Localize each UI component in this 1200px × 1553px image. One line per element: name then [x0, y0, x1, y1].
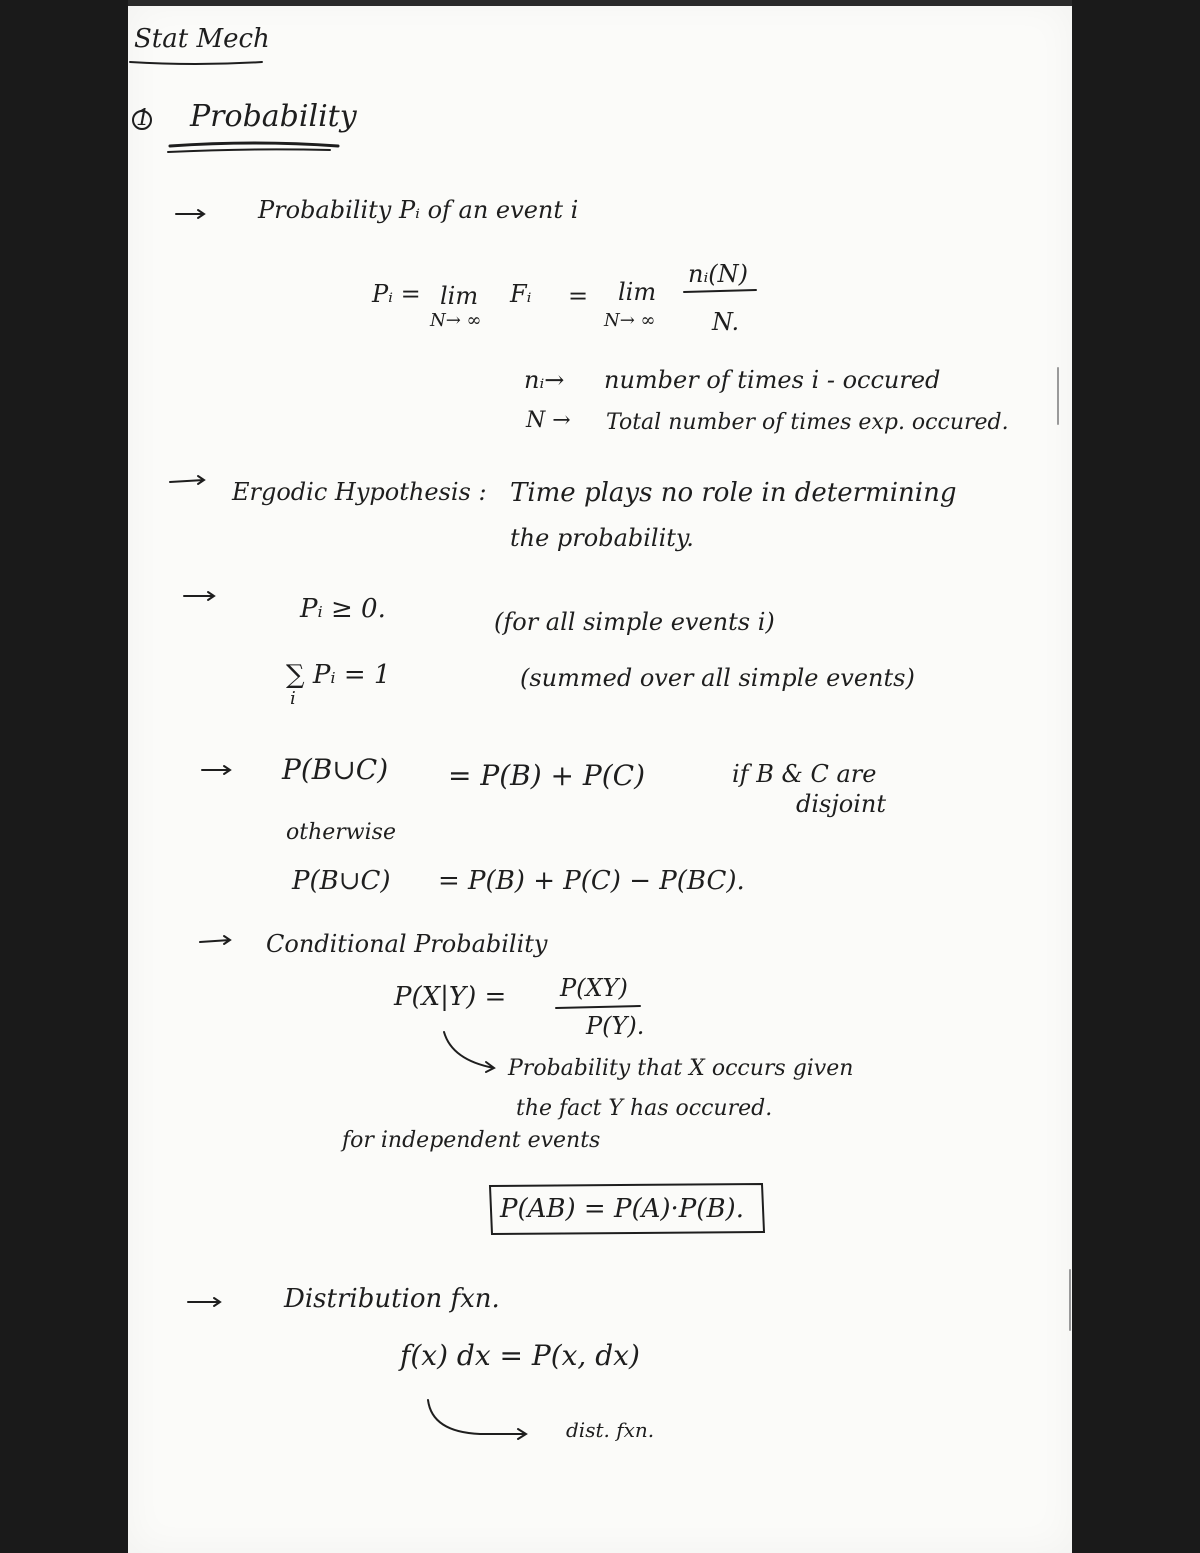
fraction-numerator: nᵢ(N): [688, 260, 749, 288]
axiom-1-note: (for all simple events i): [494, 608, 775, 636]
fraction-bar-1: [684, 290, 756, 292]
fraction-bar-2: [556, 1006, 640, 1008]
independent-formula: P(AB) = P(A)·P(B).: [500, 1194, 744, 1224]
bullet-arrow-3: [184, 592, 214, 600]
section-heading: Probability: [190, 99, 357, 134]
note2-symbol: N →: [526, 408, 571, 433]
conditional-arrow: [444, 1032, 494, 1072]
distribution-heading: Distribution fxn.: [284, 1284, 500, 1314]
bullet-arrow-6: [188, 1298, 220, 1306]
equals-sign: =: [568, 282, 589, 310]
otherwise-label: otherwise: [286, 820, 396, 845]
conditional-heading: Conditional Probability: [266, 930, 548, 958]
bullet-arrow-4: [202, 766, 230, 774]
section-number-circle: [133, 111, 151, 129]
union-condition: if B & C are: [732, 760, 877, 788]
axiom-2-note: (summed over all simple events): [520, 664, 915, 692]
axiom-2-sub: i: [290, 688, 296, 709]
heading-underline-1: [170, 143, 338, 146]
ergodic-label: Ergodic Hypothesis :: [232, 478, 487, 506]
lim-1: lim: [440, 282, 479, 310]
bullet-arrow-1: [176, 210, 204, 218]
note1-text: number of times i - occured: [604, 366, 941, 394]
conditional-lhs: P(X|Y) =: [394, 982, 507, 1012]
axiom-2: ∑ Pᵢ = 1: [286, 660, 391, 690]
formula-lhs: Pᵢ =: [372, 280, 421, 308]
lim-2-sub: N→ ∞: [604, 310, 656, 331]
ergodic-line-1: Time plays no role in determining: [510, 478, 957, 508]
lim-1-sub: N→ ∞: [430, 310, 482, 331]
note1-symbol: nᵢ→: [524, 366, 565, 394]
section-number: 1: [136, 106, 150, 131]
title-underline: [130, 62, 262, 64]
conditional-note-2: the fact Y has occured.: [516, 1096, 773, 1121]
distribution-note: dist. fxn.: [566, 1418, 655, 1442]
union-rhs: = P(B) + P(C): [448, 759, 645, 792]
lim-2: lim: [618, 278, 657, 306]
conditional-note-1: Probability that X occurs given: [508, 1056, 854, 1081]
page-title: Stat Mech: [134, 24, 270, 54]
union-rhs-2: = P(B) + P(C) − P(BC).: [438, 866, 745, 896]
heading-underline-2: [168, 149, 330, 152]
conditional-numerator: P(XY): [560, 974, 628, 1002]
independent-label: for independent events: [342, 1128, 601, 1153]
union-condition-2: disjoint: [796, 790, 887, 818]
fraction-denominator: N.: [712, 308, 740, 336]
bullet-arrow-5: [200, 936, 230, 944]
conditional-denominator: P(Y).: [586, 1012, 645, 1040]
note2-text: Total number of times exp. occured.: [606, 410, 1009, 435]
formula-box: [490, 1184, 764, 1234]
frequency-term: Fᵢ: [510, 280, 532, 308]
axiom-1: Pᵢ ≥ 0.: [300, 594, 386, 624]
ergodic-line-2: the probability.: [510, 524, 694, 552]
union-lhs-2: P(B∪C): [292, 866, 391, 896]
distribution-arrow: [428, 1400, 526, 1439]
bullet-arrow-2: [170, 476, 204, 484]
distribution-formula: f(x) dx = P(x, dx): [400, 1339, 640, 1372]
probability-intro: Probability Pᵢ of an event i: [258, 196, 579, 224]
union-lhs: P(B∪C): [282, 753, 389, 786]
